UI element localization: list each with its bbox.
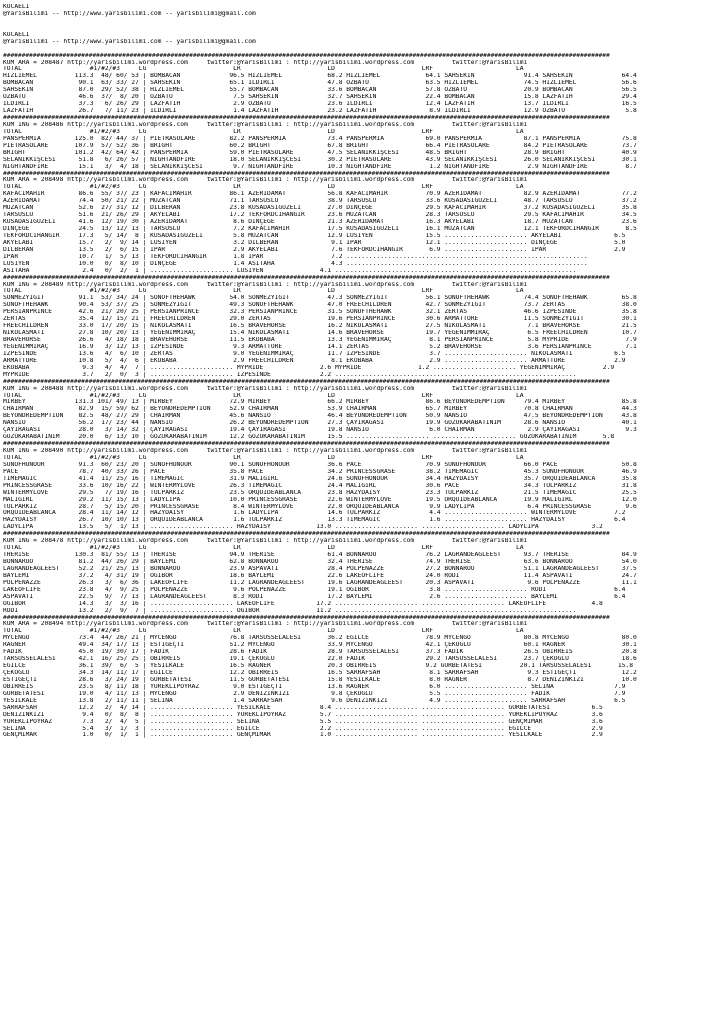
horse-row: LADYLIPA 13.5 5/ 1/ 13 | ...................... HAZYDAISY 13.0 ...................... ...................... LADYLIPA 3.2 (3, 524, 603, 531)
horse-row: ÇEKOGLU 34.3 14/ 11/ 17 | EGILCE 12.2 OBIRREIS 16.5 SARRAFSAH 8.1 SARRAFSAH 9.3 ESTIGEÇTI 12.2 (3, 670, 637, 676)
race-header: KUM ARA = 208494 http://yarisbilimi.wordpress.com twitter:@YarisBilimi : http://yarisbilimi.wordpress.com twitter:@YarisBilimi (3, 621, 528, 628)
report-document (3, 4, 725, 739)
horse-row: LAKEOFLIFE 23.8 4/ 9/ 25 | POLPENAZZE 9.6 POLPENAZZE 19.1 OGIBOR 3.8 ...................... RODI 6.4 (3, 586, 626, 593)
horse-row: TIMEMAGIC 41.4 11/ 25/ 16 | TIMEMAGIC 31.9 MALIGIRL 24.6 SUNOFHONOUR 34.4 HAZYDAISY 35.7 ORQUIDEABLANCA 35.8 (3, 475, 637, 482)
section-divider: ################################################################################################################################################################### (3, 614, 610, 621)
horse-row: SELINA 5.4 3/ 1/ 3 | ...................... EGILCE 2.2 ...................... ...................... EGILCE 2.9 (3, 725, 603, 732)
horse-row: ASPAVATI 22.5 9/ 7/ 13 | LAGRANDEAGLEEST 8.3 RODI 17.2 BAYLEMI 2.6 ...................... BAYLEMI 6.4 (3, 593, 626, 600)
horse-row: HAZYDAISY 26.7 10/ 10/ 13 | ORQUIDEABLANCA 1.6 TULPARKIZ 13.3 TIMEMAGIC 1.6 ...................... HAZYDAISY 6.4 (3, 517, 626, 524)
horse-row: YEGENIMMIRAÇ 16.9 3/ 12/ 13 | IZPESINDE 9.3 ARMATTORE 14.1 ZERTAS 5.2 BRAVEHORSE 3.6 PERSIANPRINCE 7.1 (3, 343, 637, 350)
column-header-row: TOTAL #1/#2/#3 LG LR LD LRF LA (3, 628, 524, 635)
blank-line (3, 18, 725, 25)
horse-row: AKYELABI 15.7 2/ 9/ 14 | LÜSIYEN 3.2 DILBERAN 9.1 IPAR 12.1 ...................... DINÇEGE 5.0 (3, 239, 626, 246)
horse-row: RAGNER 49.4 34/ 17/ 13 | ESTIGEÇTI 51.2 MYCENGO 33.9 MYCENGO 42.1 ÇEKOGLU 60.1 RAGNER 30.1 (3, 642, 637, 649)
horse-row: ÇAYIRAGASI 28.0 3/ 14/ 32 | ÇAYIRAGASI 19.4 ÇAYIRAGASI 19.8 NANSIO 6.0 CHAIRMAN 2.9 ÇAYIRAGASI 9.3 (3, 427, 637, 434)
horse-row: ÖZBATU 46.6 37/ 8/ 20 | ÖZBATU 7.5 SAHSEKIN 32.7 SAHSEKIN 22.4 BOMBACAN 15.8 LAZFATIH 29.4 (3, 94, 637, 101)
section-divider: ################################################################################################################################################################### (3, 378, 610, 385)
horse-row: BRIGHT 101.2 42/ 64/ 42 | PANSPERMIA 59.0 PIETRASOLARE 47.5 SELANIKKIŞCESI 48.5 BRIGHT 28.9 BRIGHT 40.9 (3, 149, 637, 156)
horse-row: KAFACIMAHIR 86.6 55/ 37/ 23 | KAFACIMAHIR 86.1 AZERIDAMAT 56.8 KAFACIMAHIR 70.9 AZERIDAMAT 82.9 AZERIDAMAT 77.2 (3, 191, 637, 198)
horse-row: EGILCE 36.1 39/ 6/ 5 | YESILKALE 16.5 RAGNER 20.3 OBIRREIS 9.2 GURBETATESI 20.1 TARSUSSELALESI 15.8 (3, 663, 633, 670)
column-header-row: TOTAL #1/#2/#3 LG LR LD LRF LA (3, 66, 524, 73)
horse-row: MIRBEY 131.3 101/ 49/ 13 | MIRBEY 72.9 MIRBEY 66.2 MIRBEY 86.6 BEYONDREDEMPTION 79.4 MIRBEY 85.8 (3, 399, 637, 406)
horse-row: ORQUIDEABLANCA 28.4 11/ 14/ 12 | HAZYDAISY 1.6 LADYLIPA 14.6 TULPARKIZ 4.4 ...................... WINTERMYLOVE 7.2 (3, 510, 626, 517)
horse-row: MALIGIRL 29.2 11/ 15/ 13 | LADYLIPA 10.0 PRINCESSGRASE 22.6 WINTERMYLOVE 19.5 ORQUIDEABLANCA 19.9 MALIGIRL 12.0 (3, 496, 637, 503)
horse-row: ARMATTORE 10.8 5/ 4/ 6 | EKOBABA 2.9 FREECHILDREN 8.1 EKOBABA 2.9 ...................... ARMATTORE 2.9 (3, 357, 626, 364)
horse-row: PERSIANPRINCE 42.6 21/ 20/ 25 | PERSIANPRINCE 32.3 PERSIANPRINCE 31.5 SONOFTHEHAWK 32.1 ZERTAS 46.6 IZPESINDE 35.8 (3, 309, 637, 316)
column-header-row: TOTAL #1/#2/#3 LG LR LD LRF LA (3, 392, 524, 399)
horse-row: EKOBABA 9.3 4/ 4/ 7 | ...................... MYPRIDE 2.6 MYPRIDE 1.2 ...................... YEGENIMMIRAÇ 2.9 (3, 364, 615, 371)
horse-row: OGIBOR 14.3 3/ 3/ 16 | ...................... LAKEOFLIFE 17.2 ...................... ...................... LAKEOFLIFE 4.8 (3, 600, 603, 607)
section-divider: ################################################################################################################################################################### (3, 441, 610, 448)
race-header: KUM ING = 208478 http://yarisbilimi.wordpress.com twitter:@YarisBilimi : http://yarisbilimi.wordpress.com twitter:@YarisBilimi (3, 538, 528, 545)
horse-row: BRAVEHORSE 26.6 4/ 18/ 18 | BRAVEHORSE 11.5 EKOBABA 13.3 YEGENIMMIRAÇ 8.1 PERSIANPRINCE 5.8 MYPRIDE 7.9 (3, 337, 637, 343)
race-header: KUM ING = 208489 http://yarisbilimi.wordpress.com twitter:@YarisBilimi : http://yarisbilimi.wordpress.com twitter:@YarisBilimi (3, 281, 528, 288)
horse-row: POLPENAZZE 26.3 3/ 6/ 36 | LAKEOFLIFE 11.2 LAGRANDEAGLEEST 19.6 LAGRANDEAGLEEST 20.3 ASPAVATI 9.6 POLPENAZZE 11.1 (3, 579, 637, 586)
horse-row: CHAIRMAN 82.9 15/ 59/ 62 | BEYONDREDEMPTION 52.9 CHAIRMAN 53.9 CHAIRMAN 65.7 MIRBEY 70.8 CHAIRMAN 44.3 (3, 406, 637, 413)
section-divider: ################################################################################################################################################################### (3, 170, 610, 177)
horse-row: PANSPERMIA 125.0 82/ 44/ 37 | PIETRASOLARE 82.2 PANSPERMIA 73.4 PANSPERMIA 69.0 PANSPERMIA 87.1 PANSPERMIA 75.8 (3, 135, 637, 142)
report-line: KOCAELI (3, 31, 30, 38)
horse-row: SÖNMEZYIGIT 91.1 53/ 34/ 24 | SONOFTHEHAWK 54.0 SÖNMEZYIGIT 47.3 SÖNMEZYIGIT 56.1 SONOFTHEHAWK 74.4 SONOFTHEHAWK 65.8 (3, 295, 637, 302)
blank-line (3, 25, 725, 32)
horse-row: TEKFORDCIHANGIR 17.3 5/ 14/ 8 | KUSADASIGÜZELI 5.8 MUZATCAN 12.9 LÜSIYEN 15.5 ...................... AKYELABI 6.5 (3, 232, 626, 239)
race-header: KUM ARA = 208487 http://yarisbilimi.wordpress.com twitter:@YarisBilimi : http://yarisbilimi.wordpress.com twitter:@YarisBilimi (3, 59, 528, 66)
horse-row: PIETRASOLARE 107.9 57/ 52/ 36 | BRIGHT 60.2 BRIGHT 67.8 BRIGHT 66.4 PIETRASOLARE 84.2 PIETRASOLARE 73.7 (3, 142, 637, 149)
horse-row: MUZATCAN 52.6 27/ 31/ 12 | DILBERAN 23.8 KUSADASIGÜZELI 27.0 DINÇEGE 29.5 KAFACIMAHIR 37.2 KUSADASIGÜZELI 35.8 (3, 205, 637, 212)
horse-row: FADIK 45.0 19/ 30/ 17 | FADIK 28.6 FADIK 28.9 TARSUSSELALESI 37.3 FADIK 26.5 OBIRREIS 20.8 (3, 649, 637, 656)
horse-row: BAYLEMI 37.2 4/ 31/ 19 | OGIBOR 18.6 BAYLEMI 22.6 LAKEOFLIFE 24.0 RODI 11.4 ASPAVATI 24.7 (3, 572, 637, 579)
horse-row: AZERIDAMAT 74.4 50/ 21/ 22 | MUZATCAN 71.1 TARSUSLU 38.9 TARSUSLU 33.6 KUSADASIGÜZELI 48.7 TARSUSLU 37.2 (3, 198, 637, 205)
horse-row: LÜSIYEN 10.0 0/ 8/ 10 | DINÇEGE 1.4 ASITAHA 4.3 ................................................................ (3, 260, 588, 267)
horse-row: YESILKALE 13.8 2/ 11/ 11 | SELINA 1.4 SARRAFSAH 9.6 DENIZINKIZI 4.9 ...................... SARRAFSAH 6.5 (3, 697, 626, 704)
section-divider: ################################################################################################################################################################### (3, 115, 610, 121)
horse-row: IPAR 10.7 1/ 5/ 13 | TEKFORDCIHANGIR 1.8 IPAR 7.2 ................................................................ (3, 253, 588, 260)
horse-row: DENIZINKIZI 9.4 0/ 8/ 8 | ...................... YÜREKLIPOYRAZ 5.7 ...................... ...................... YÜREKLIPOYRAZ 3.6 (3, 711, 603, 718)
horse-row: GENÇMIMAR 1.0 0/ 1/ 1 | ...................... GENÇMIMAR 1.0 ...................... ...................... YESILKALE 2.9 (3, 732, 603, 739)
horse-row: TULPARKIZ 28.7 5/ 15/ 20 | PRINCESSGRASE 8.4 WINTERMYLOVE 22.0 ORQUIDEABLANCA 9.9 LADYLIPA 6.4 PRINCESSGRASE 9.6 (3, 503, 637, 510)
horse-row: ASITAHA 2.4 0/ 2/ 1 | ...................... LÜSIYEN 4.1 ................................................................ (3, 267, 577, 274)
horse-row: PRINCESSGRASE 33.6 10/ 16/ 22 | WINTERMYLOVE 26.3 TIMEMAGIC 24.4 MALIGIRL 30.6 PACE 34.3 TULPARKIZ 31.8 (3, 482, 637, 489)
horse-row: NANSIO 56.2 17/ 23/ 44 | NANSIO 26.2 BEYONDREDEMPTION 27.3 ÇAYIRAGASI 19.9 GÖZÜKARABATINIM 28.6 NANSIO 40.1 (3, 420, 637, 427)
horse-row: ILDIRLI 37.3 6/ 26/ 29 | LAZFATIH 2.9 ÖZBATU 23.6 ILDIRLI 12.4 LAZFATIH 13.7 ILDIRLI 16.5 (3, 101, 637, 108)
horse-row: MYPRIDE 3.7 2/ 0/ 3 | ...................... IZPESINDE 2.2 ................................................................ (3, 371, 577, 378)
horse-row: BEYONDREDEMPTION 82.5 48/ 27/ 29 | CHAIRMAN 45.6 NANSIO 46.4 BEYONDREDEMPTION 50.9 NANSIO 47.5 BEYONDREDEMPTION 43.8 (3, 413, 637, 420)
report-line: @YarisBilimi -- http://www.yarisbilimi.com -- yarisbilimi@gmail.com (3, 38, 256, 45)
horse-row: THERISE 130.3 81/ 55/ 13 | THERISE 94.9 THERISE 61.4 BONNAROO 76.2 LAGRANDEAGLEEST 93.7 THERISE 84.9 (3, 552, 637, 559)
horse-row: SUNOFHONOUR 91.3 60/ 23/ 20 | SUNOFHONOUR 90.1 SUNOFHONOUR 36.6 PACE 70.9 SUNOFHONOUR 66.0 PACE 50.8 (3, 461, 637, 468)
horse-row: DILBERAN 13.5 2/ 6/ 15 | IPAR 2.9 AKYELABI 7.6 TEKFORDCIHANGIR 6.9 ...................... IPAR 2.9 (3, 246, 626, 253)
column-header-row: TOTAL #1/#2/#3 LG LR LD LRF LA (3, 454, 524, 461)
horse-row: BOMBACAN 90.1 63/ 33/ 27 | SAHSEKIN 65.1 ILDIRLI 47.8 ÖZBATU 63.5 HIZLIEMEL 74.5 HIZLIEMEL 56.6 (3, 80, 637, 87)
horse-row: SONOFTHEHAWK 90.4 53/ 37/ 25 | SÖNMEZYIGIT 49.3 SONOFTHEHAWK 47.0 FREECHILDREN 42.7 SÖNMEZYIGIT 73.7 ZERTAS 38.0 (3, 302, 637, 309)
race-header: KUM ING = 208486 http://yarisbilimi.wordpress.com twitter:@YarisBilimi : http://yarisbilimi.wordpress.com twitter:@YarisBilimi (3, 121, 528, 128)
race-header: KUM ING = 208488 http://yarisbilimi.wordpress.com twitter:@YarisBilimi : http://yarisbilimi.wordpress.com twitter:@YarisBilimi (3, 385, 528, 392)
column-header-row: TOTAL #1/#2/#3 LG LR LD LRF LA (3, 128, 524, 135)
race-header: KUM ING = 208490 http://yarisbilimi.wordpress.com twitter:@YarisBilimi : http://yarisbilimi.wordpress.com twitter:@YarisBilimi (3, 448, 528, 454)
column-header-row: TOTAL #1/#2/#3 LG LR LD LRF LA (3, 184, 524, 191)
horse-row: NIGHTANDFIRE 15.1 3/ 4/ 18 | SELANIKKIŞCESI 9.7 NIGHTANDFIRE 10.3 NIGHTANDFIRE 1.2 NIGHTANDFIRE 2.9 NIGHTANDFIRE 8.7 (3, 163, 637, 170)
horse-row: YÜREKLIPOYRAZ 7.3 2/ 4/ 5 | ...................... SELINA 5.5 ...................... ...................... GENÇMIMAR 3.6 (3, 718, 603, 725)
horse-row: LAGRANDEAGLEEST 52.2 21/ 25/ 13 | BONNAROO 23.9 ASPAVATI 28.4 POLPENAZZE 27.2 BONNAROO 51.1 LAGRANDEAGLEEST 37.5 (3, 565, 637, 572)
horse-row: NIKOLASMATI 27.8 10/ 20/ 13 | YEGENIMMIRAÇ 15.4 NIKOLASMATI 14.6 BRAVEHORSE 19.7 YEGENIMMIRAÇ 6.5 FREECHILDREN 10.7 (3, 330, 637, 337)
horse-row: WINTERMYLOVE 29.5 7/ 19/ 16 | TULPARKIZ 23.5 ORQUIDEABLANCA 23.8 HAZYDAISY 23.3 TULPARKIZ 21.5 TIMEMAGIC 25.5 (3, 489, 637, 496)
horse-row: GURBETATESI 19.0 4/ 11/ 13 | MYCENGO 2.9 DENIZINKIZI 9.8 ÇEKOGLU 5.5 ...................... FADIK 7.9 (3, 690, 626, 697)
horse-row: IZPESINDE 13.6 4/ 6/ 10 | ZERTAS 9.0 YEGENIMMIRAÇ 11.7 IZPESINDE 3.7 ...................... NIKOLASMATI 6.5 (3, 350, 626, 357)
column-header-row: TOTAL #1/#2/#3 LG LR LD LRF LA (3, 288, 524, 295)
horse-row: LAZFATIH 26.7 7/ 11/ 23 | ILDIRLI 1.4 LAZFATIH 23.2 LAZFATIH 8.9 ILDIRLI 12.9 ÖZBATU 5.8 (3, 108, 637, 115)
horse-row: TARSUSLU 51.6 21/ 26/ 29 | AKYELABI 17.2 TEKFORDCIHANGIR 23.6 MUZATCAN 28.3 TARSUSLU 29.5 KAFACIMAHIR 34.5 (3, 212, 637, 219)
horse-row: SELANIKKIŞCESI 51.8 6/ 26/ 57 | NIGHTANDFIRE 18.0 SELANIKKIŞCESI 30.2 PIETRASOLARE 43.9 SELANIKKIŞCESI 26.0 SELANIKKIŞCESI 30.1 (3, 156, 637, 163)
horse-row: SAHSEKIN 87.0 29/ 52/ 38 | HIZLIEMEL 55.7 BOMBACAN 33.6 BOMBACAN 57.8 ÖZBATU 20.9 BOMBACAN 56.5 (3, 87, 637, 94)
horse-row: KUSADASIGÜZELI 41.6 12/ 19/ 30 | AZERIDAMAT 8.6 DINÇEGE 21.3 AZERIDAMAT 16.3 AKYELABI 18.7 MUZATCAN 23.6 (3, 219, 637, 226)
section-divider: ################################################################################################################################################################### (3, 52, 610, 59)
report-line: KOCAELI (3, 4, 30, 10)
column-header-row: TOTAL #1/#2/#3 LG LR LD LRF LA (3, 545, 524, 552)
horse-row: ESTIGEÇTI 28.6 3/ 24/ 19 | GURBETATESI 11.5 GURBETATESI 15.8 YESILKALE 8.0 RAGNER 8.7 DENIZINKIZI 10.0 (3, 676, 637, 683)
horse-row: RODI 13.2 2/ 9/ 7 | ...................... OGIBOR 11.2 ................................................................ (3, 607, 577, 614)
horse-row: HIZLIEMEL 113.3 48/ 60/ 53 | BOMBACAN 96.5 HIZLIEMEL 68.2 HIZLIEMEL 64.1 SAHSEKIN 91.4 SAHSEKIN 64.4 (3, 73, 637, 80)
blank-line (3, 46, 725, 53)
horse-row: ZERTAS 35.4 12/ 15/ 21 | FREECHILDREN 29.0 ZERTAS 19.6 PERSIANPRINCE 30.6 ARMATTORE 11.5 SÖNMEZYIGIT 30.1 (3, 316, 637, 323)
horse-row: BONNAROO 81.2 44/ 26/ 29 | BAYLEMI 62.8 BONNAROO 32.4 THERISE 74.9 THERISE 63.6 BONNAROO 54.0 (3, 559, 637, 565)
horse-row: FREECHILDREN 33.0 17/ 20/ 15 | NIKOLASMATI 16.5 BRAVEHORSE 16.2 NIKOLASMATI 27.5 NIKOLASMATI 7.1 BRAVEHORSE 21.5 (3, 323, 637, 330)
horse-row: OBIRREIS 23.5 8/ 11/ 18 | YÜREKLIPOYRAZ 9.0 ESTIGEÇTI 13.6 RAGNER 6.0 ...................... SELINA 7.9 (3, 683, 626, 690)
horse-row: TARSUSSELALESI 42.1 16/ 25/ 25 | OBIRREIS 19.1 ÇEKOGLU 22.0 FADIK 29.2 TARSUSSELALESI 23.7 ÇEKOGLU 18.6 (3, 656, 637, 663)
horse-row: PACE 78.7 40/ 33/ 26 | PACE 35.8 PACE 34.2 PRINCESSGRASE 38.2 TIMEMAGIC 45.3 SUNOFHONOUR 46.9 (3, 468, 637, 475)
section-divider: ################################################################################################################################################################### (3, 274, 610, 281)
report-line: @YarisBilimi -- http://www.yarisbilimi.com -- yarisbilimi@gmail.com (3, 10, 256, 17)
horse-row: SARRAFSAH 12.2 2/ 4/ 14 | ...................... YESILKALE 8.4 ...................... ...................... GURBETATESI 6.5 (3, 704, 603, 711)
horse-row: MYCENGO 73.4 44/ 26/ 21 | MYCENGO 76.8 TARSUSSELALESI 36.2 EGILCE 78.9 MYCENGO 80.8 MYCENGO 80.0 (3, 635, 637, 642)
section-divider: ################################################################################################################################################################### (3, 531, 610, 538)
horse-row: DINÇEGE 24.5 13/ 12/ 13 | TARSUSLU 7.2 KAFACIMAHIR 17.5 KUSADASIGÜZELI 16.1 MUZATCAN 12.1 TEKFORDCIHANGIR 8.5 (3, 226, 637, 232)
race-header: KUM ARA = 208498 http://yarisbilimi.wordpress.com twitter:@YarisBilimi : http://yarisbilimi.wordpress.com twitter:@YarisBilimi (3, 177, 528, 184)
horse-row: GÖZÜKARABATINIM 20.0 6/ 13/ 10 | GÖZÜKARABATINIM 12.2 GÖZÜKARABATINIM 15.5 ...................... ...................... GÖZÜKARABATINIM 5.8 (3, 434, 615, 441)
